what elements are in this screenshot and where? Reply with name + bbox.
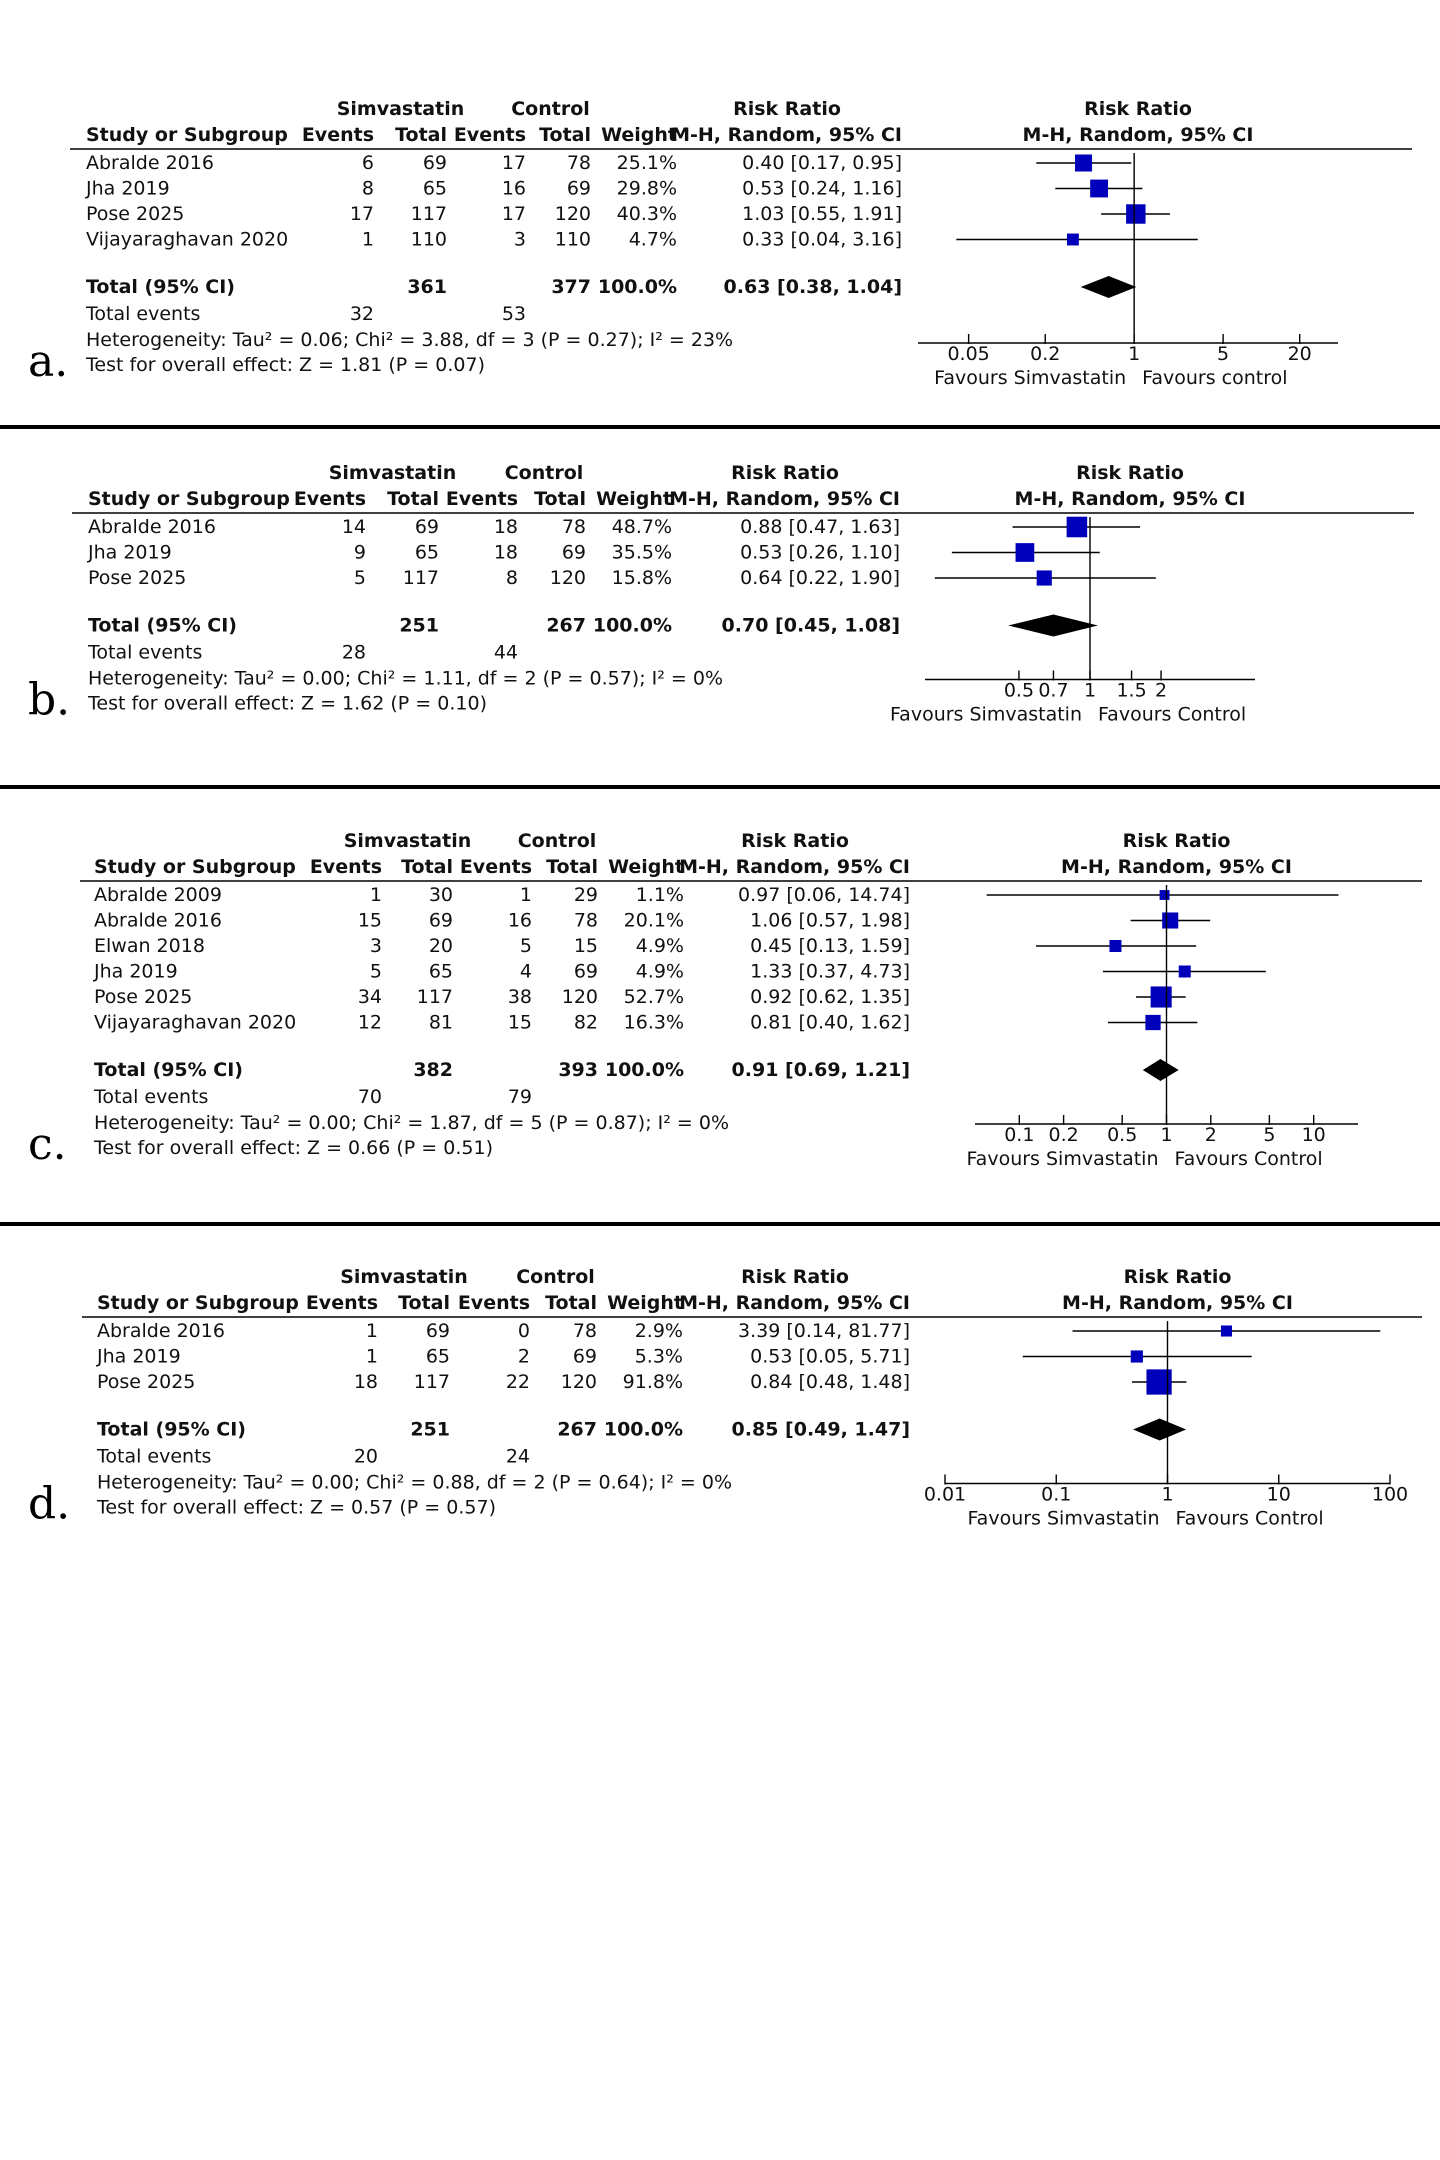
favours-right-label: Favours control — [1142, 367, 1288, 389]
weight-value: 25.1% — [616, 152, 677, 174]
total-weight: 100.0% — [592, 614, 672, 637]
events2-header: Events — [459, 856, 532, 878]
total-simvastatin: 30 — [428, 884, 453, 906]
risk-ratio-ci: 0.88 [0.47, 1.63] — [740, 516, 900, 538]
total-control: 15 — [573, 935, 598, 957]
table-row — [96, 1346, 1252, 1368]
forest-panel-d — [0, 1263, 1440, 1543]
point-estimate-square — [1067, 517, 1088, 538]
total-control: 78 — [561, 516, 586, 538]
total-n-simvastatin: 361 — [407, 276, 447, 298]
weight-value: 40.3% — [616, 203, 677, 225]
point-estimate-square — [1221, 1325, 1232, 1336]
rr-method-header: M-H, Random, 95% CI — [679, 1292, 910, 1314]
study-column-header: Study or Subgroup — [97, 1292, 299, 1314]
weight-value: 15.8% — [611, 567, 672, 589]
total-events-row — [93, 1086, 532, 1108]
total-simvastatin: 110 — [410, 228, 447, 251]
forest-plot-svg — [0, 95, 1440, 425]
total-events-row — [85, 303, 526, 325]
summary-diamond — [1133, 1419, 1186, 1441]
total-control: 120 — [560, 1371, 597, 1393]
overall-effect-text: Test for overall effect: Z = 0.57 (P = 0.57) — [97, 1496, 496, 1519]
events2-header: Events — [453, 124, 526, 146]
events-control: 4 — [519, 960, 532, 983]
rr-method-header: M-H, Random, 95% CI — [679, 856, 910, 878]
total-events-row — [87, 642, 518, 664]
total-events-label: Total events — [94, 1086, 209, 1108]
total-simvastatin: 20 — [428, 935, 453, 957]
total-simvastatin: 117 — [413, 1371, 450, 1393]
point-estimate-square — [1090, 180, 1108, 198]
total1-header: Total — [398, 1292, 450, 1314]
panel-label: a. — [28, 336, 69, 387]
total2-header: Total — [539, 124, 591, 146]
panel-label: c. — [28, 1119, 67, 1170]
group1-header: Simvastatin — [336, 98, 465, 120]
point-estimate-square — [1067, 234, 1079, 246]
study-name: Pose 2025 — [88, 567, 187, 589]
study-name: Abralde 2016 — [88, 516, 216, 538]
table-row — [94, 1012, 1197, 1034]
favours-right-label: Favours Control — [1098, 703, 1247, 726]
study-name: Jha 2019 — [94, 960, 178, 983]
study-name: Jha 2019 — [97, 1345, 181, 1368]
x-tick-label: 100 — [1371, 1483, 1409, 1506]
forest-panel-a — [0, 95, 1440, 425]
risk-ratio-ci: 0.81 [0.40, 1.62] — [750, 1011, 910, 1034]
weight-value: 35.5% — [611, 541, 672, 564]
point-estimate-square — [1037, 570, 1052, 585]
events-simvastatin: 6 — [361, 152, 374, 174]
weight-value: 5.3% — [634, 1345, 683, 1368]
total-simvastatin: 69 — [425, 1320, 450, 1342]
point-estimate-square — [1160, 890, 1170, 900]
total2-header: Total — [546, 856, 598, 878]
weight-value: 29.8% — [616, 177, 677, 200]
weight-header: Weight — [607, 1292, 683, 1314]
table-row — [93, 961, 1266, 983]
group1-header: Simvastatin — [343, 830, 472, 852]
group2-header: Control — [511, 98, 590, 120]
total1-header: Total — [387, 488, 439, 510]
events1-header: Events — [301, 124, 374, 146]
x-tick-label: 0.2 — [1030, 343, 1061, 365]
events-simvastatin: 5 — [353, 567, 366, 589]
events-simvastatin: 5 — [369, 960, 382, 983]
weight-value: 52.7% — [623, 986, 684, 1008]
table-row — [85, 178, 1142, 200]
table-row — [97, 1369, 1186, 1394]
x-tick-label: 0.01 — [923, 1483, 967, 1506]
weight-value: 16.3% — [623, 1011, 684, 1034]
events-simvastatin: 18 — [353, 1371, 378, 1393]
total-simvastatin: 65 — [422, 177, 447, 200]
favours-left-label: Favours Simvastatin — [934, 367, 1127, 389]
study-column-header: Study or Subgroup — [94, 856, 296, 878]
panel-separator — [0, 1222, 1440, 1226]
events-simvastatin: 1 — [361, 228, 374, 251]
total-simvastatin: 117 — [402, 567, 439, 589]
total-n-control: 267 — [546, 614, 586, 637]
total-risk-ratio: 0.70 [0.45, 1.08] — [721, 614, 900, 637]
table-row — [86, 152, 1131, 174]
rr-column-title: Risk Ratio — [741, 830, 849, 852]
rr-method-header: M-H, Random, 95% CI — [671, 124, 902, 146]
events-control: 2 — [517, 1345, 530, 1368]
events1-header: Events — [305, 1292, 378, 1314]
plot-method-header: M-H, Random, 95% CI — [1022, 124, 1254, 146]
events-control: 16 — [507, 909, 532, 932]
study-name: Vijayaraghavan 2020 — [86, 228, 289, 251]
weight-value: 2.9% — [634, 1320, 683, 1342]
heterogeneity-text: Heterogeneity: Tau² = 0.00; Chi² = 1.87, df = 5 (P = 0.87); I² = 0% — [94, 1112, 730, 1134]
plot-method-header: M-H, Random, 95% CI — [1061, 856, 1292, 878]
panel-separator — [0, 425, 1440, 429]
total-row — [86, 276, 1136, 298]
panel-label: d. — [28, 1478, 71, 1530]
events-simvastatin: 1 — [365, 1345, 378, 1368]
total-row — [94, 1059, 1179, 1081]
study-column-header: Study or Subgroup — [86, 124, 288, 146]
events-control: 17 — [501, 203, 526, 225]
x-tick-label: 0.1 — [1041, 1483, 1072, 1506]
weight-header: Weight — [608, 856, 684, 878]
events-simvastatin: 15 — [357, 909, 382, 932]
total-risk-ratio: 0.63 [0.38, 1.04] — [723, 276, 902, 298]
x-tick-label: 1 — [1161, 1483, 1174, 1506]
risk-ratio-ci: 0.97 [0.06, 14.74] — [738, 884, 910, 906]
events-control: 0 — [517, 1320, 530, 1342]
table-row — [94, 910, 1210, 932]
total1-header: Total — [401, 856, 453, 878]
point-estimate-square — [1131, 1350, 1143, 1362]
weight-value: 4.9% — [635, 935, 684, 957]
total-simvastatin: 117 — [410, 203, 447, 225]
risk-ratio-ci: 0.84 [0.48, 1.48] — [750, 1371, 910, 1393]
total-row — [88, 615, 1098, 637]
total-weight: 100.0% — [597, 276, 677, 298]
rr-column-title: Risk Ratio — [733, 98, 841, 120]
events1-header: Events — [309, 856, 382, 878]
total-n-simvastatin: 382 — [413, 1059, 453, 1081]
events-control: 38 — [507, 986, 532, 1008]
total-risk-ratio: 0.91 [0.69, 1.21] — [731, 1059, 910, 1081]
total-control: 120 — [554, 203, 591, 225]
favours-right-label: Favours Control — [1175, 1507, 1324, 1530]
total-n-control: 377 — [551, 276, 591, 298]
events-control: 8 — [505, 567, 518, 589]
events-control: 17 — [501, 152, 526, 174]
x-tick-label: 2 — [1204, 1124, 1217, 1146]
x-axis — [967, 1115, 1359, 1170]
events-control: 18 — [493, 516, 518, 538]
x-tick-label: 0.7 — [1038, 679, 1069, 702]
total-weight: 100.0% — [604, 1059, 684, 1081]
events2-header: Events — [445, 488, 518, 510]
point-estimate-square — [1179, 966, 1191, 978]
events-simvastatin: 34 — [357, 986, 382, 1008]
point-estimate-square — [1151, 986, 1172, 1007]
table-row — [86, 229, 1198, 251]
total-n-control: 393 — [558, 1059, 598, 1081]
favours-left-label: Favours Simvastatin — [967, 1507, 1160, 1530]
events-control: 15 — [507, 1011, 532, 1034]
group2-header: Control — [516, 1266, 595, 1288]
heterogeneity-text: Heterogeneity: Tau² = 0.00; Chi² = 1.11, df = 2 (P = 0.57); I² = 0% — [88, 667, 724, 690]
total-control: 69 — [561, 541, 586, 564]
total-weight: 100.0% — [603, 1418, 683, 1441]
heterogeneity-text: Heterogeneity: Tau² = 0.06; Chi² = 3.88, df = 3 (P = 0.27); I² = 23% — [86, 329, 734, 351]
risk-ratio-ci: 1.03 [0.55, 1.91] — [742, 203, 902, 225]
total-label: Total (95% CI) — [97, 1418, 246, 1441]
rr-column-title: Risk Ratio — [741, 1266, 849, 1288]
events-simvastatin: 8 — [361, 177, 374, 200]
risk-ratio-ci: 0.53 [0.24, 1.16] — [742, 177, 902, 200]
total-label: Total (95% CI) — [94, 1059, 243, 1081]
x-tick-label: 0.1 — [1004, 1124, 1035, 1146]
x-tick-label: 10 — [1301, 1124, 1326, 1146]
total-events-row — [96, 1446, 530, 1468]
events-control: 18 — [493, 541, 518, 564]
total-events-simvastatin: 28 — [341, 641, 366, 664]
table-row — [87, 542, 1100, 564]
risk-ratio-ci: 0.53 [0.26, 1.10] — [740, 541, 900, 564]
x-axis — [890, 671, 1255, 726]
weight-value: 20.1% — [623, 909, 684, 932]
total-control: 69 — [566, 177, 591, 200]
study-name: Pose 2025 — [94, 986, 193, 1008]
total-events-control: 24 — [505, 1445, 530, 1468]
weight-value: 4.7% — [628, 228, 677, 251]
table-row — [97, 1320, 1380, 1342]
total2-header: Total — [545, 1292, 597, 1314]
events2-header: Events — [457, 1292, 530, 1314]
study-name: Jha 2019 — [88, 541, 172, 564]
forest-plot-svg — [0, 459, 1440, 785]
total-events-control: 79 — [507, 1086, 532, 1108]
events-simvastatin: 17 — [349, 203, 374, 225]
events-simvastatin: 12 — [357, 1011, 382, 1034]
group2-header: Control — [517, 830, 597, 852]
risk-ratio-ci: 0.33 [0.04, 3.16] — [742, 228, 902, 251]
overall-effect-text: Test for overall effect: Z = 1.81 (P = 0.07) — [86, 354, 485, 376]
total-label: Total (95% CI) — [88, 614, 237, 637]
table-row — [88, 516, 1140, 538]
events1-header: Events — [293, 488, 366, 510]
risk-ratio-ci: 3.39 [0.14, 81.77] — [738, 1320, 910, 1342]
x-axis — [924, 1475, 1408, 1530]
total-simvastatin: 65 — [425, 1345, 450, 1368]
forest-panel-b — [0, 459, 1440, 785]
study-column-header: Study or Subgroup — [88, 488, 290, 510]
x-tick-label: 5 — [1217, 343, 1230, 365]
weight-header: Weight — [601, 124, 677, 146]
forest-plot-svg — [0, 827, 1440, 1222]
total-n-simvastatin: 251 — [399, 614, 439, 637]
total-events-control: 53 — [501, 303, 526, 325]
x-tick-label: 0.2 — [1048, 1124, 1079, 1146]
point-estimate-square — [1145, 1015, 1160, 1030]
events-control: 5 — [519, 935, 532, 957]
total-events-label: Total events — [86, 303, 201, 325]
overall-effect-text: Test for overall effect: Z = 0.66 (P = 0.51) — [94, 1137, 493, 1159]
total-control: 78 — [573, 909, 598, 932]
total-simvastatin: 117 — [416, 986, 453, 1008]
plot-method-header: M-H, Random, 95% CI — [1014, 488, 1246, 510]
plot-title: Risk Ratio — [1076, 462, 1184, 484]
table-row — [94, 884, 1338, 906]
x-tick-label: 1 — [1160, 1124, 1173, 1146]
events-simvastatin: 1 — [365, 1320, 378, 1342]
x-tick-label: 5 — [1263, 1124, 1276, 1146]
total-events-control: 44 — [493, 641, 518, 664]
total-control: 78 — [566, 152, 591, 174]
x-tick-label: 10 — [1266, 1483, 1291, 1506]
events-control: 3 — [513, 228, 526, 251]
panel-separator — [0, 785, 1440, 789]
group1-header: Simvastatin — [328, 462, 457, 484]
favours-right-label: Favours Control — [1174, 1148, 1323, 1170]
x-tick-label: 0.5 — [1107, 1124, 1138, 1146]
study-name: Vijayaraghavan 2020 — [94, 1011, 297, 1034]
plot-title: Risk Ratio — [1123, 1266, 1232, 1288]
total-simvastatin: 69 — [414, 516, 439, 538]
point-estimate-square — [1075, 154, 1092, 171]
risk-ratio-ci: 0.92 [0.62, 1.35] — [750, 986, 910, 1008]
weight-value: 91.8% — [622, 1371, 683, 1393]
study-name: Pose 2025 — [97, 1371, 196, 1393]
weight-value: 48.7% — [611, 516, 672, 538]
events-control: 1 — [519, 884, 532, 906]
table-row — [86, 203, 1170, 225]
total-n-control: 267 — [557, 1418, 597, 1441]
total-row — [97, 1419, 1186, 1441]
study-name: Abralde 2016 — [86, 152, 214, 174]
total2-header: Total — [534, 488, 586, 510]
total-n-simvastatin: 251 — [410, 1418, 450, 1441]
group1-header: Simvastatin — [340, 1266, 468, 1288]
point-estimate-square — [1016, 543, 1035, 562]
total-control: 78 — [572, 1320, 597, 1342]
x-tick-label: 20 — [1287, 343, 1312, 365]
plot-title: Risk Ratio — [1084, 98, 1192, 120]
rr-column-title: Risk Ratio — [731, 462, 839, 484]
summary-diamond — [1143, 1059, 1179, 1081]
study-name: Abralde 2016 — [97, 1320, 225, 1342]
forest-panel-c — [0, 827, 1440, 1222]
study-name: Abralde 2016 — [94, 909, 222, 932]
total-label: Total (95% CI) — [86, 276, 235, 298]
total-control: 69 — [573, 960, 598, 983]
rr-method-header: M-H, Random, 95% CI — [669, 488, 900, 510]
point-estimate-square — [1126, 204, 1145, 223]
x-tick-label: 2 — [1155, 679, 1168, 702]
favours-left-label: Favours Simvastatin — [966, 1148, 1159, 1170]
events-simvastatin: 3 — [369, 935, 382, 957]
total-control: 110 — [554, 228, 591, 251]
total-events-simvastatin: 20 — [353, 1445, 378, 1468]
x-tick-label: 1.5 — [1116, 679, 1147, 702]
total-simvastatin: 81 — [428, 1011, 453, 1034]
risk-ratio-ci: 0.64 [0.22, 1.90] — [740, 567, 900, 589]
events-simvastatin: 14 — [341, 516, 366, 538]
total-events-label: Total events — [88, 641, 203, 664]
total-events-simvastatin: 70 — [357, 1086, 382, 1108]
risk-ratio-ci: 1.06 [0.57, 1.98] — [750, 909, 910, 932]
weight-value: 1.1% — [635, 884, 684, 906]
x-axis — [918, 334, 1338, 389]
events-simvastatin: 1 — [369, 884, 382, 906]
point-estimate-square — [1162, 912, 1178, 928]
total-control: 120 — [549, 567, 586, 589]
events-control: 22 — [505, 1371, 530, 1393]
total-risk-ratio: 0.85 [0.49, 1.47] — [731, 1418, 910, 1441]
study-name: Pose 2025 — [86, 203, 185, 225]
total-simvastatin: 65 — [428, 960, 453, 983]
point-estimate-square — [1109, 940, 1121, 952]
study-name: Elwan 2018 — [94, 935, 205, 957]
total-control: 69 — [572, 1345, 597, 1368]
total-simvastatin: 69 — [422, 152, 447, 174]
weight-value: 4.9% — [635, 960, 684, 983]
total-events-simvastatin: 32 — [349, 303, 374, 325]
risk-ratio-ci: 0.40 [0.17, 0.95] — [742, 152, 902, 174]
total1-header: Total — [395, 124, 447, 146]
risk-ratio-ci: 0.53 [0.05, 5.71] — [750, 1345, 910, 1368]
total-events-label: Total events — [97, 1445, 212, 1468]
forest-plot-svg — [0, 1263, 1440, 1543]
plot-method-header: M-H, Random, 95% CI — [1062, 1292, 1293, 1314]
table-row — [94, 986, 1186, 1008]
group2-header: Control — [504, 462, 584, 484]
weight-header: Weight — [596, 488, 672, 510]
favours-left-label: Favours Simvastatin — [890, 703, 1082, 726]
risk-ratio-ci: 1.33 [0.37, 4.73] — [750, 960, 910, 983]
heterogeneity-text: Heterogeneity: Tau² = 0.00; Chi² = 0.88, df = 2 (P = 0.64); I² = 0% — [97, 1471, 733, 1494]
summary-diamond — [1008, 615, 1098, 637]
panel-label: b. — [28, 674, 71, 726]
summary-diamond — [1081, 276, 1137, 298]
study-name: Abralde 2009 — [94, 884, 222, 906]
events-control: 16 — [501, 177, 526, 200]
plot-title: Risk Ratio — [1122, 830, 1231, 852]
table-row — [88, 567, 1156, 589]
total-control: 82 — [573, 1011, 598, 1034]
x-tick-label: 0.5 — [1003, 679, 1035, 702]
total-simvastatin: 65 — [414, 541, 439, 564]
total-control: 120 — [561, 986, 598, 1008]
x-tick-label: 1 — [1083, 679, 1097, 702]
table-row — [94, 935, 1196, 957]
total-simvastatin: 69 — [428, 909, 453, 932]
risk-ratio-ci: 0.45 [0.13, 1.59] — [750, 935, 910, 957]
total-control: 29 — [573, 884, 598, 906]
events-simvastatin: 9 — [353, 541, 366, 564]
x-tick-label: 1 — [1128, 343, 1141, 365]
x-tick-label: 0.05 — [947, 343, 990, 365]
study-name: Jha 2019 — [86, 177, 170, 200]
overall-effect-text: Test for overall effect: Z = 1.62 (P = 0.10) — [88, 692, 487, 715]
